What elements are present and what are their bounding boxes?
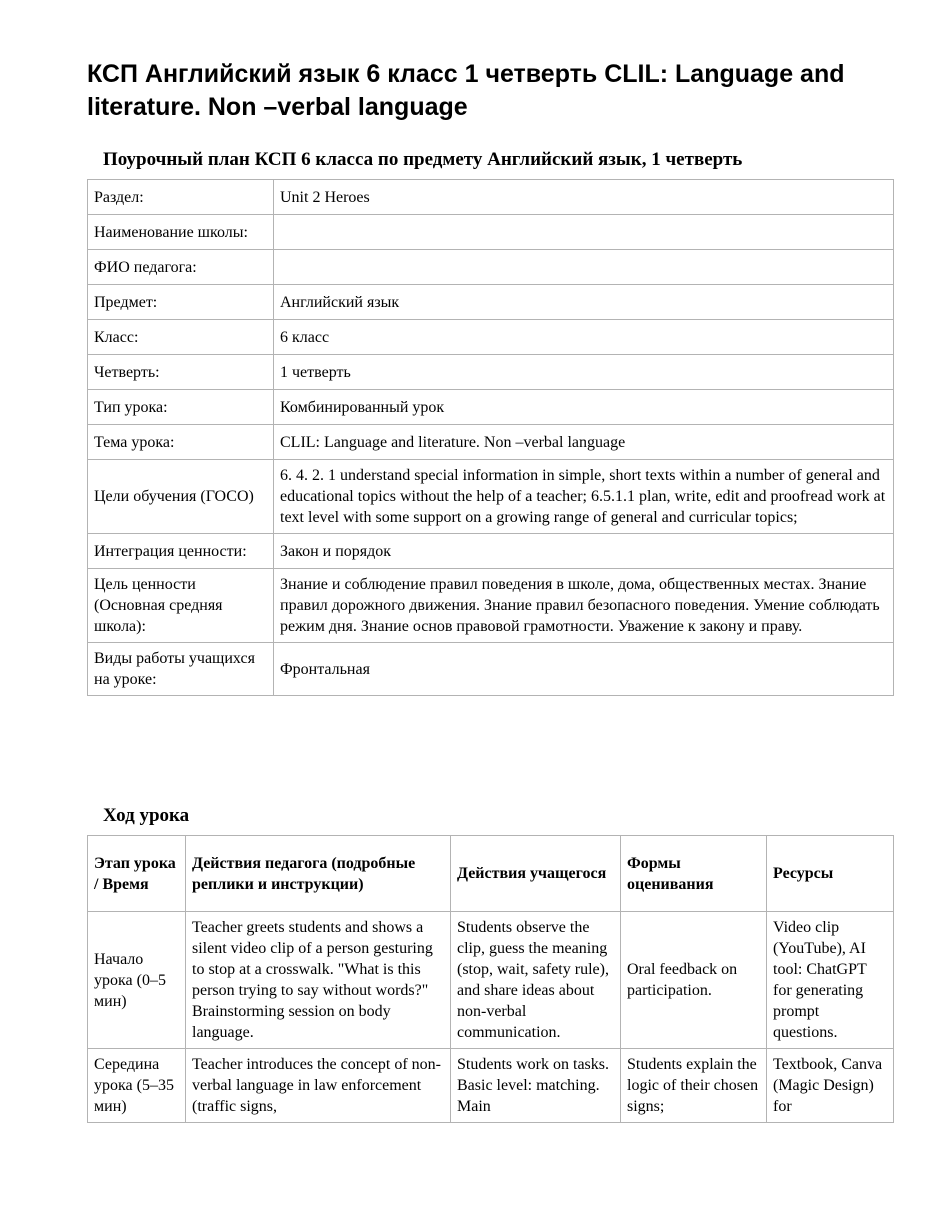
stage-cell: Середина урока (5–35 мин) — [88, 1049, 186, 1123]
info-label: Цель ценности (Основная средняя школа): — [88, 569, 274, 643]
assessment-cell: Students explain the logic of their chosen signs; — [621, 1049, 767, 1123]
stage-cell: Начало урока (0–5 мин) — [88, 912, 186, 1049]
column-header-teacher-actions: Действия педагога (подробные реплики и инструкции) — [186, 836, 451, 912]
student-actions-cell: Students work on tasks. Basic level: matching. Main — [451, 1049, 621, 1123]
assessment-cell: Oral feedback on participation. — [621, 912, 767, 1049]
info-value: Unit 2 Heroes — [274, 180, 894, 215]
column-header-student-actions: Действия учащегося — [451, 836, 621, 912]
lesson-flow-table — [87, 835, 894, 1123]
info-value: 6. 4. 2. 1 understand special information in simple, short texts within a number of general and educational topics without the help of a teacher; 6.5.1.1 plan, write, edit and proofread work at text level with some support on a growing range of general and curricular topics; — [274, 460, 894, 534]
info-label: Раздел: — [88, 180, 274, 215]
lesson-info-table — [87, 179, 894, 696]
info-row-section — [88, 180, 894, 215]
info-row-work-types — [88, 643, 894, 696]
teacher-actions-cell: Teacher introduces the concept of non-verbal language in law enforcement (traffic signs, — [186, 1049, 451, 1123]
info-value: Комбинированный урок — [274, 390, 894, 425]
resources-cell: Video clip (YouTube), AI tool: ChatGPT for generating prompt questions. — [767, 912, 894, 1049]
teacher-actions-cell: Teacher greets students and shows a silent video clip of a person gesturing to stop at a crosswalk. "What is this person trying to say without words?" Brainstorming session on body language. — [186, 912, 451, 1049]
column-header-assessment: Формы оценивания — [621, 836, 767, 912]
info-row-subject — [88, 285, 894, 320]
lesson-table-header — [88, 836, 894, 912]
column-header-stage: Этап урока / Время — [88, 836, 186, 912]
info-value — [274, 215, 894, 250]
plan-heading: Поурочный план КСП 6 класса по предмету Английский язык, 1 четверть — [103, 149, 743, 170]
info-label: Цели обучения (ГОСО) — [88, 460, 274, 534]
page-title: КСП Английский язык 6 класс 1 четверть CLIL: Language and literature. Non –verbal language — [87, 60, 845, 121]
info-row-learning-objectives — [88, 460, 894, 534]
info-label: Виды работы учащихся на уроке: — [88, 643, 274, 696]
info-label: Класс: — [88, 320, 274, 355]
info-value: 6 класс — [274, 320, 894, 355]
info-row-value-integration — [88, 534, 894, 569]
info-label: Тема урока: — [88, 425, 274, 460]
lesson-heading: Ход урока — [103, 805, 190, 826]
info-row-quarter — [88, 355, 894, 390]
info-row-grade — [88, 320, 894, 355]
table-row — [88, 912, 894, 1049]
info-label: Четверть: — [88, 355, 274, 390]
info-label: Тип урока: — [88, 390, 274, 425]
info-label: Наименование школы: — [88, 215, 274, 250]
info-value — [274, 250, 894, 285]
info-label: ФИО педагога: — [88, 250, 274, 285]
info-label: Интеграция ценности: — [88, 534, 274, 569]
student-actions-cell: Students observe the clip, guess the meaning (stop, wait, safety rule), and share ideas about non-verbal communication. — [451, 912, 621, 1049]
info-row-school — [88, 215, 894, 250]
info-row-lesson-topic — [88, 425, 894, 460]
info-value: CLIL: Language and literature. Non –verbal language — [274, 425, 894, 460]
info-row-teacher — [88, 250, 894, 285]
info-value: Знание и соблюдение правил поведения в школе, дома, общественных местах. Знание правил дорожного движения. Знание правил безопасного поведения. Умение соблюдать режим дня. Знание основ правовой грамотности. Уважение к закону и праву. — [274, 569, 894, 643]
info-value: Закон и порядок — [274, 534, 894, 569]
info-row-lesson-type — [88, 390, 894, 425]
column-header-resources: Ресурсы — [767, 836, 894, 912]
table-row — [88, 1049, 894, 1123]
info-value: Фронтальная — [274, 643, 894, 696]
info-row-value-goal — [88, 569, 894, 643]
info-value: Английский язык — [274, 285, 894, 320]
info-value: 1 четверть — [274, 355, 894, 390]
resources-cell: Textbook, Canva (Magic Design) for — [767, 1049, 894, 1123]
info-label: Предмет: — [88, 285, 274, 320]
